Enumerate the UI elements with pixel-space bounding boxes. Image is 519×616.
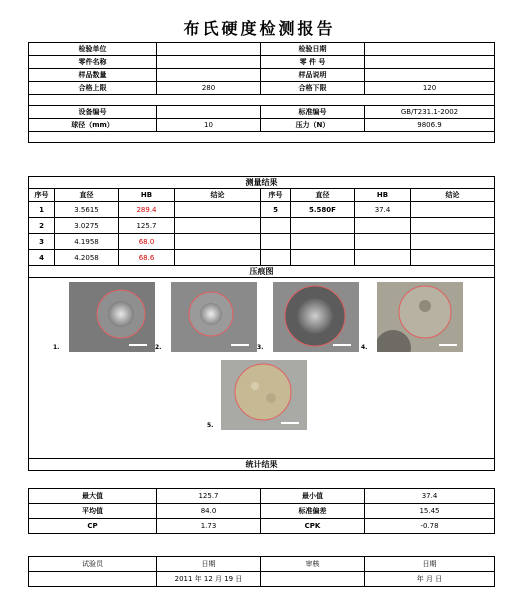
label-date-1: 日期 xyxy=(157,557,261,572)
value-equipment-no[interactable] xyxy=(157,106,261,119)
cell-no: 2 xyxy=(29,218,55,234)
label-inspection-unit: 检验单位 xyxy=(29,43,157,56)
photo-label: 3. xyxy=(257,344,264,351)
cell-hb: 125.7 xyxy=(119,218,175,234)
indentation-photo-1 xyxy=(69,282,155,352)
cell-no: 4 xyxy=(29,250,55,266)
value-cpk: -0.78 xyxy=(365,519,495,534)
info-row xyxy=(29,43,495,56)
col-header-no: 序号 xyxy=(29,189,55,202)
value-date-2[interactable]: 年 月 日 xyxy=(365,572,495,587)
cell-no: 3 xyxy=(29,234,55,250)
indentation-photo-3 xyxy=(273,282,359,352)
indentation-photo-4 xyxy=(377,282,463,352)
cell-hb: 68.0 xyxy=(119,234,175,250)
info-row xyxy=(29,106,495,119)
label-part-number: 零 件 号 xyxy=(261,56,365,69)
value-std-dev: 15.45 xyxy=(365,504,495,519)
cell-hb xyxy=(355,218,411,234)
cell-hb: 68.6 xyxy=(119,250,175,266)
value-ball-diameter[interactable]: 10 xyxy=(157,119,261,132)
cell-diameter: 3.5615 xyxy=(55,202,119,218)
label-tester: 试验员 xyxy=(29,557,157,572)
stats-table xyxy=(28,488,495,534)
photo-label: 5. xyxy=(207,422,214,429)
label-cpk: CPK xyxy=(261,519,365,534)
label-inspection-date: 检验日期 xyxy=(261,43,365,56)
label-sample-desc: 样品说明 xyxy=(261,69,365,82)
cell-no: 1 xyxy=(29,202,55,218)
value-part-name[interactable] xyxy=(157,56,261,69)
cell-diameter: 4.1958 xyxy=(55,234,119,250)
indentation-photo-5 xyxy=(221,360,313,430)
value-inspection-unit[interactable] xyxy=(157,43,261,56)
cell-no xyxy=(261,250,291,266)
value-inspection-date[interactable] xyxy=(365,43,495,56)
results-table xyxy=(28,176,495,471)
info-row xyxy=(29,119,495,132)
report-table xyxy=(28,42,495,143)
label-cp: CP xyxy=(29,519,157,534)
value-upper-limit[interactable]: 280 xyxy=(157,82,261,95)
label-ball-diameter: 球径（mm） xyxy=(29,119,157,132)
info-row xyxy=(29,69,495,82)
col-header-conclusion: 结论 xyxy=(175,189,261,202)
cell-diameter: 4.2058 xyxy=(55,250,119,266)
value-mean: 84.0 xyxy=(157,504,261,519)
cell-diameter: 3.0275 xyxy=(55,218,119,234)
col-header-diameter-2: 直径 xyxy=(291,189,355,202)
stats-row xyxy=(29,519,495,534)
cell-diameter xyxy=(291,250,355,266)
label-max: 最大值 xyxy=(29,489,157,504)
stats-section-title: 统计结果 xyxy=(29,459,495,471)
photos-cell xyxy=(29,278,495,459)
col-header-diameter: 直径 xyxy=(55,189,119,202)
value-cp: 1.73 xyxy=(157,519,261,534)
value-part-number[interactable] xyxy=(365,56,495,69)
cell-conclusion xyxy=(411,234,495,250)
cell-hb: 289.4 xyxy=(119,202,175,218)
value-sample-qty[interactable] xyxy=(157,69,261,82)
cell-diameter xyxy=(291,234,355,250)
spacer-row xyxy=(29,132,495,143)
label-lower-limit: 合格下限 xyxy=(261,82,365,95)
cell-no xyxy=(261,218,291,234)
info-row xyxy=(29,56,495,69)
cell-conclusion xyxy=(175,218,261,234)
signature-table xyxy=(28,556,495,587)
value-standard-no[interactable]: GB/T231.1-2002 xyxy=(365,106,495,119)
col-header-conclusion-2: 结论 xyxy=(411,189,495,202)
value-sample-desc[interactable] xyxy=(365,69,495,82)
photo-label: 4. xyxy=(361,344,368,351)
col-header-hb-2: HB xyxy=(355,189,411,202)
value-date-1[interactable]: 2011 年 12 月 19 日 xyxy=(157,572,261,587)
spacer-row xyxy=(29,95,495,106)
cell-conclusion xyxy=(175,202,261,218)
photo-label: 1. xyxy=(53,344,60,351)
label-min: 最小值 xyxy=(261,489,365,504)
indentation-photos xyxy=(29,278,494,458)
label-std-dev: 标准偏差 xyxy=(261,504,365,519)
cell-no xyxy=(261,234,291,250)
cell-diameter: 5.580F xyxy=(291,202,355,218)
photos-section-title: 压痕图 xyxy=(29,266,495,278)
cell-conclusion xyxy=(411,202,495,218)
stats-row xyxy=(29,489,495,504)
cell-conclusion xyxy=(411,250,495,266)
table-row xyxy=(29,234,495,250)
table-row xyxy=(29,202,495,218)
table-row xyxy=(29,218,495,234)
cell-diameter xyxy=(291,218,355,234)
label-part-name: 零件名称 xyxy=(29,56,157,69)
indentation-photo-2 xyxy=(171,282,257,352)
value-tester[interactable] xyxy=(29,572,157,587)
photo-label: 2. xyxy=(155,344,162,351)
cell-no: 5 xyxy=(261,202,291,218)
results-section-title: 测量结果 xyxy=(29,177,495,189)
cell-hb xyxy=(355,234,411,250)
label-force: 压力（N） xyxy=(261,119,365,132)
label-reviewer: 审核 xyxy=(261,557,365,572)
value-lower-limit[interactable]: 120 xyxy=(365,82,495,95)
table-row xyxy=(29,250,495,266)
value-reviewer[interactable] xyxy=(261,572,365,587)
info-row xyxy=(29,82,495,95)
cell-hb xyxy=(355,250,411,266)
label-date-2: 日期 xyxy=(365,557,495,572)
label-sample-qty: 样品数量 xyxy=(29,69,157,82)
label-mean: 平均值 xyxy=(29,504,157,519)
report-title: 布氏硬度检测报告 xyxy=(183,19,336,38)
cell-conclusion xyxy=(175,250,261,266)
cell-conclusion xyxy=(175,234,261,250)
stats-row xyxy=(29,504,495,519)
col-header-hb: HB xyxy=(119,189,175,202)
label-upper-limit: 合格上限 xyxy=(29,82,157,95)
label-standard-no: 标准编号 xyxy=(261,106,365,119)
cell-hb: 37.4 xyxy=(355,202,411,218)
value-min: 37.4 xyxy=(365,489,495,504)
label-equipment-no: 设备编号 xyxy=(29,106,157,119)
value-force[interactable]: 9806.9 xyxy=(365,119,495,132)
cell-conclusion xyxy=(411,218,495,234)
value-max: 125.7 xyxy=(157,489,261,504)
col-header-no-2: 序号 xyxy=(261,189,291,202)
results-header-row xyxy=(29,189,495,202)
